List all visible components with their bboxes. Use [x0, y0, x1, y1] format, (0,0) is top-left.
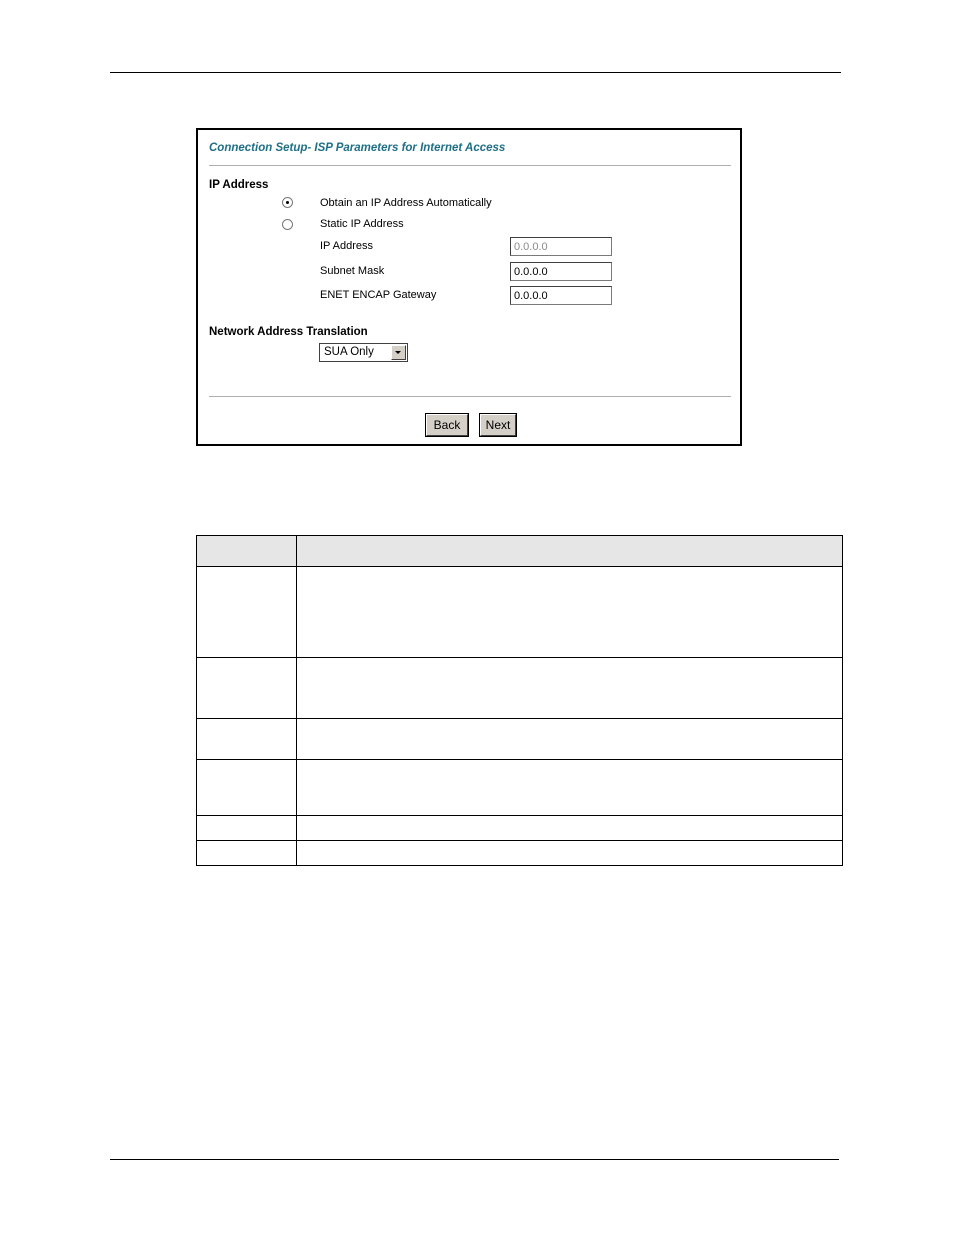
- field-description-table: [196, 535, 843, 866]
- bottom-rule: [110, 1159, 839, 1160]
- table-row: [197, 658, 843, 719]
- table-cell: [297, 816, 843, 841]
- table-header-cell: [297, 536, 843, 567]
- table-cell: [197, 841, 297, 866]
- static-ip-label: Static IP Address: [320, 218, 404, 230]
- button-divider: [209, 396, 731, 397]
- ip-address-input[interactable]: [510, 237, 612, 256]
- gateway-input[interactable]: [510, 286, 612, 305]
- table-cell: [197, 567, 297, 658]
- panel-title: Connection Setup- ISP Parameters for Internet Access: [209, 142, 506, 154]
- table-cell: [197, 816, 297, 841]
- table-cell: [197, 760, 297, 816]
- subnet-mask-field-label: Subnet Mask: [320, 265, 385, 277]
- table-cell: [297, 567, 843, 658]
- nat-select[interactable]: [319, 343, 408, 362]
- top-rule: [110, 72, 841, 73]
- next-button[interactable]: Next: [480, 414, 516, 436]
- table-cell: [297, 719, 843, 760]
- back-button[interactable]: Back: [426, 414, 468, 436]
- table-row: [197, 719, 843, 760]
- subnet-mask-input[interactable]: [510, 262, 612, 281]
- table-cell: [297, 760, 843, 816]
- isp-parameters-panel: [196, 128, 742, 446]
- nat-section-label: Network Address Translation: [209, 326, 368, 338]
- table-row: [197, 841, 843, 866]
- table-cell: [197, 658, 297, 719]
- table-header-row: [197, 536, 843, 567]
- nat-select-value: SUA Only: [324, 346, 374, 358]
- table-row: [197, 816, 843, 841]
- table-cell: [297, 841, 843, 866]
- obtain-ip-auto-radio[interactable]: [282, 197, 293, 208]
- table-cell: [297, 658, 843, 719]
- chevron-down-icon[interactable]: [391, 345, 406, 360]
- title-divider: [209, 165, 731, 166]
- table-cell: [197, 719, 297, 760]
- obtain-ip-auto-label: Obtain an IP Address Automatically: [320, 197, 492, 209]
- table-row: [197, 760, 843, 816]
- ip-address-section-label: IP Address: [209, 179, 269, 191]
- static-ip-radio[interactable]: [282, 219, 293, 230]
- ip-address-field-label: IP Address: [320, 240, 373, 252]
- table-row: [197, 567, 843, 658]
- gateway-field-label: ENET ENCAP Gateway: [320, 289, 437, 301]
- table-header-cell: [197, 536, 297, 567]
